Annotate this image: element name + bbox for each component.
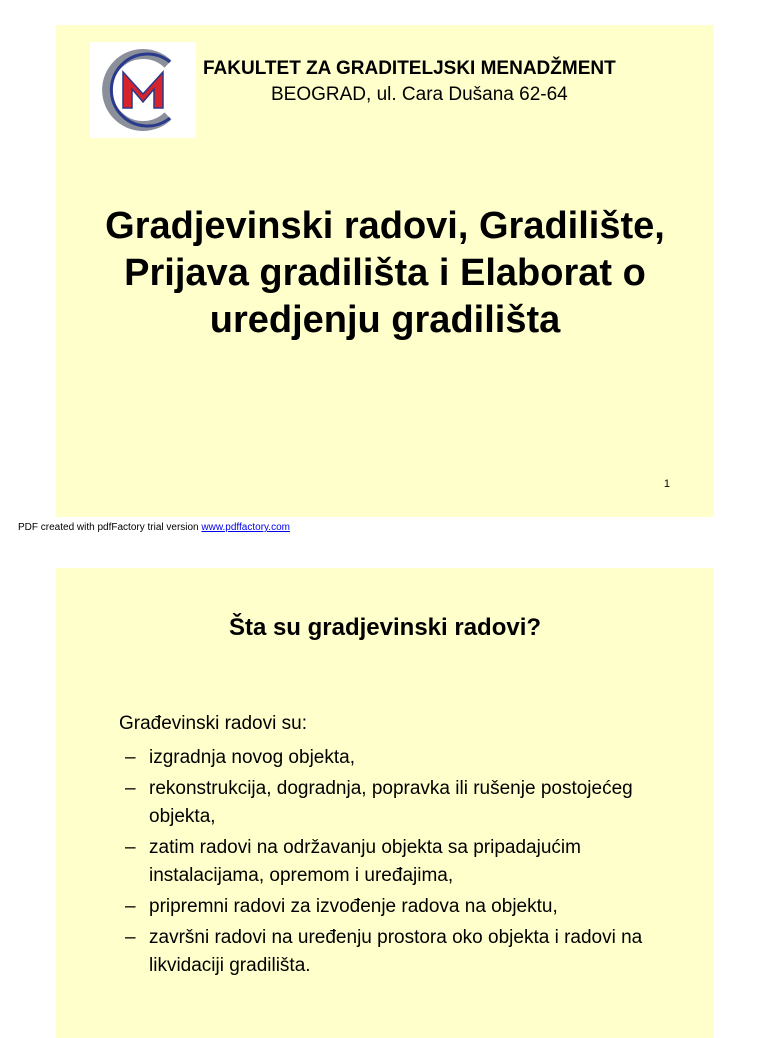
slide-1-title xyxy=(56,203,714,344)
slide-1 xyxy=(56,25,714,517)
list-item-text: rekonstrukcija, dogradnja, popravka ili rušenje postojećeg objekta, xyxy=(149,778,633,827)
list-item xyxy=(125,744,685,772)
dash-marker: – xyxy=(125,778,136,799)
list-item-text: zatim radovi na održavanju objekta sa pripadajućim instalacijama, opremom i uređajima, xyxy=(149,837,581,886)
dash-marker: – xyxy=(125,747,136,768)
intro-text: Građevinski radovi su: xyxy=(119,713,307,734)
faculty-address: BEOGRAD, ul. Cara Dušana 62-64 xyxy=(271,84,568,105)
list-item xyxy=(125,924,685,980)
pdf-footer-text: PDF created with pdfFactory trial version xyxy=(18,522,199,533)
dash-marker: – xyxy=(125,927,136,948)
title-line: Prijava gradilišta i Elaborat o xyxy=(124,252,646,294)
slide-2 xyxy=(56,568,714,1038)
cgm-logo-icon xyxy=(90,42,196,138)
dash-marker: – xyxy=(125,896,136,917)
pdffactory-link[interactable]: www.pdffactory.com xyxy=(201,522,290,533)
dash-marker: – xyxy=(125,837,136,858)
pdf-footer xyxy=(18,522,290,533)
faculty-name: FAKULTET ZA GRADITELJSKI MENADŽMENT xyxy=(203,58,616,79)
page-number: 1 xyxy=(663,478,670,490)
faculty-logo xyxy=(90,42,196,138)
slide-2-title: Šta su gradjevinski radovi? xyxy=(228,614,542,641)
list-item xyxy=(125,775,685,831)
list-item-text: pripremni radovi za izvođenje radova na objektu, xyxy=(149,896,558,917)
list-item xyxy=(125,893,685,921)
title-line: Gradjevinski radovi, Gradilište, xyxy=(105,205,665,247)
title-line: uredjenju gradilišta xyxy=(209,299,561,341)
list-item-text: završni radovi na uređenju prostora oko objekta i radovi na likvidaciji gradilišta. xyxy=(149,927,643,976)
list-item-text: izgradnja novog objekta, xyxy=(149,747,355,768)
list-item xyxy=(125,834,685,890)
bullet-list xyxy=(125,744,685,983)
